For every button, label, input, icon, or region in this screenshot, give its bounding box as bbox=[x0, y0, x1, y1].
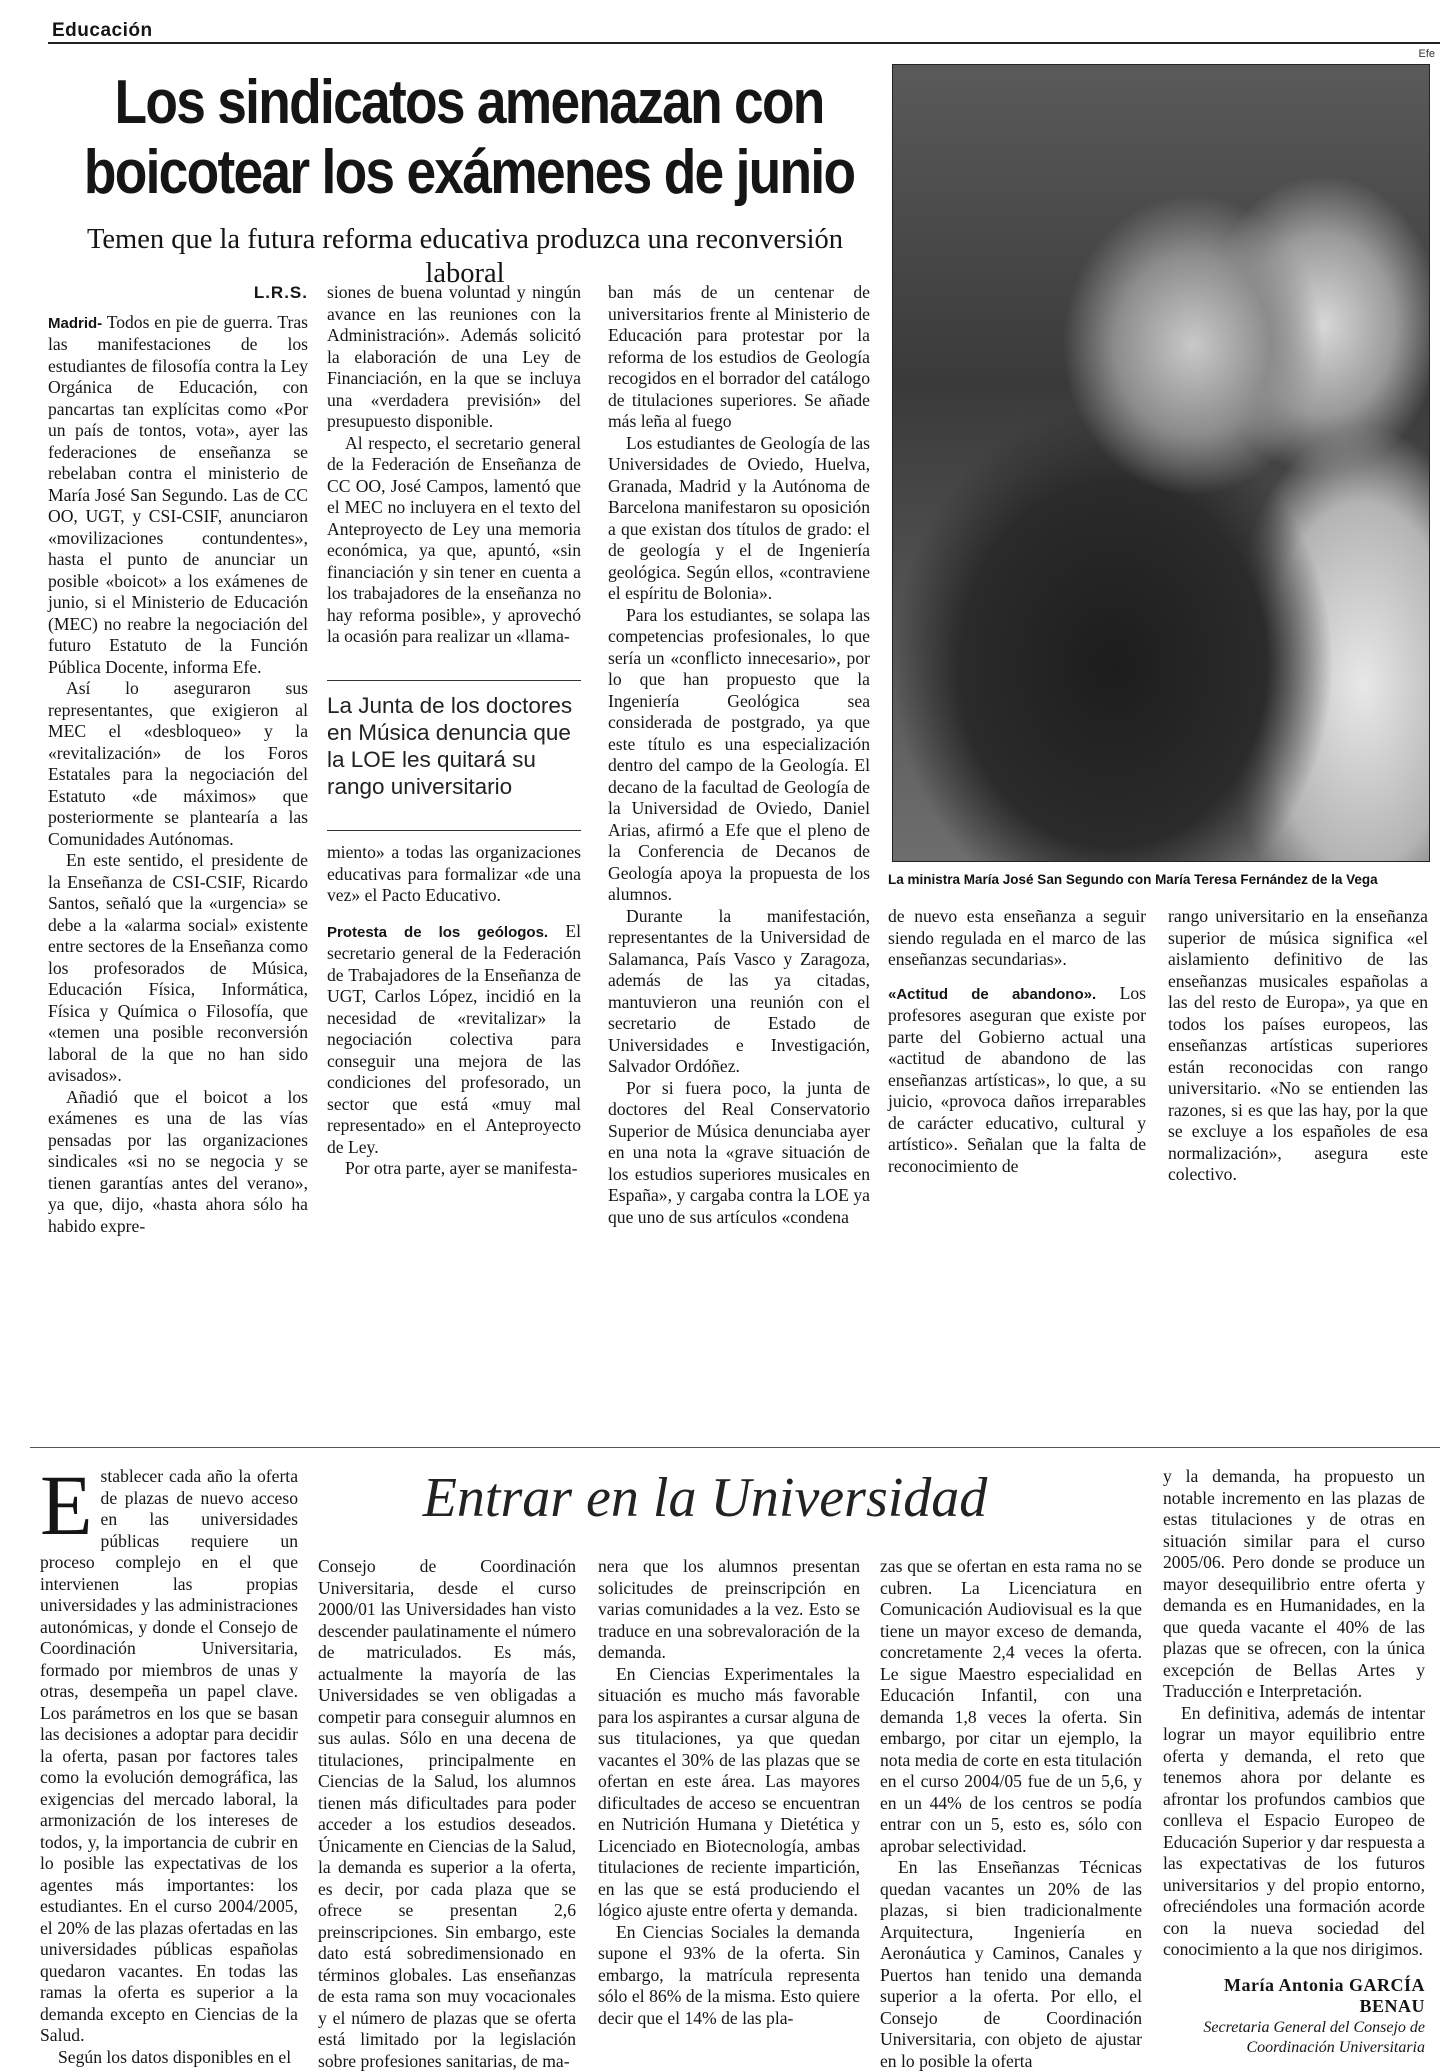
essay-column-2 bbox=[318, 1556, 576, 2072]
article-subhead: Protesta de los geólogos. bbox=[327, 923, 549, 941]
article-paragraph: siones de buena voluntad y ningún avance en las reuniones con la Administración». Además solicitó la elaboración de una Ley de Financiación, en la que se incluya una «verdadera previsión» del presupuesto disponible. bbox=[327, 282, 581, 431]
essay-paragraph: Establecer cada año la oferta de plazas de nuevo acceso en las universidades públicas requiere un proceso complejo en el que intervienen las propias universidades y las administraciones autonómicas, y donde el Consejo de Coordinación Universitaria, formado por miembros de unas y otras, desempeña un papel clave. Los parámetros en los que se basan las decisiones a adoptar para decidir la oferta, pasan por factores tales como la evolución demográfica, las exigencias del mercado laboral, la armonización de los intereses de todos, y, la importancia de cubrir en lo posible las expectativas de los agentes más importantes: los estudiantes. En el curso 2004/2005, el 20% de las plazas ofertadas en las universidades públicas españolas quedaron vacantes. En todas las ramas la oferta es superior a la demanda excepto en Ciencias de la Salud. bbox=[40, 1457, 298, 2045]
article-paragraph: ban más de un centenar de universitarios frente al Ministerio de Educación para protestar por la reforma de los estudios de Geología recogidos en el borrador del catálogo de titulaciones superiores. Se añade más leña al fuego bbox=[608, 282, 870, 431]
article-column-1 bbox=[48, 282, 308, 1237]
essay-author: María Antonia GARCÍA BENAU bbox=[1223, 1974, 1425, 2016]
section-label: Educación bbox=[52, 20, 153, 41]
essay-column-5 bbox=[1163, 1466, 1425, 2058]
pullquote-rule-bottom bbox=[327, 830, 581, 831]
article-paragraph: Madrid- Todos en pie de guerra. Tras las manifestaciones de los estudiantes de filosofía contra la Ley Orgánica de Educación, con pancartas tan explícitas como «Por un país de tontos, vota», ayer las federaciones de enseñanza se rebelaban contra el ministerio de María José San Segundo. Las de CC OO, UGT, y CSI-CSIF, anunciaron «movilizaciones contundentes», hasta el punto de anunciar un posible «boicot» a los exámenes de junio, si el Ministerio de Educación (MEC) no reabre la negociación del futuro Estatuto de la Función Pública Docente, informa Efe. bbox=[48, 311, 308, 677]
article-paragraph: «Actitud de abandono». Los profesores aseguran que existe por parte del Gobierno actual una «actitud de abandono de las enseñanzas artísticas», lo que, a su juicio, «provoca daños irreparables de carácter educativo, cultural y artístico». Señalan que la falta de reconocimiento de bbox=[888, 982, 1146, 1176]
article-column-2 bbox=[327, 282, 581, 648]
article-paragraph: Al respecto, el secretario general de la Federación de Enseñanza de CC OO, José Campos, lamentó que el MEC no incluyera en el texto del Anteproyecto de Ley una memoria económica, ya que, apuntó, «sin financiación y sin tener en cuenta a los trabajadores de la enseñanza no hay reforma posible», y aprovechó la ocasión para realizar un «llama- bbox=[327, 432, 581, 646]
essay-column-4 bbox=[880, 1466, 1142, 2072]
essay-paragraph: zas que se ofertan en esta rama no se cubren. La Licenciatura en Comunicación Audiovisual es la que tiene un mayor exceso de demanda, concretamente 2,4 veces la oferta. Le sigue Maestro especialidad en Educación Infantil, con una demanda 1,8 veces la oferta. Sin embargo, por citar un ejemplo, la nota media de corte en esta titulación en el curso 2004/05 fue de un 5,6, y en un 44% de los centros se podía entrar con un 5, esto es, sólo con aprobar selectividad. bbox=[880, 1556, 1142, 1856]
article-paragraph: Por si fuera poco, la junta de doctores del Real Conservatorio Superior de Música denunciaba ayer en una nota la «grave situación de los estudios superiores musicales en España», y cargaba contra la LOE ya que uno de sus artículos «condena bbox=[608, 1077, 870, 1227]
article-column-3 bbox=[608, 282, 870, 1228]
article-paragraph: Añadió que el boicot a los exámenes es una de las vías pensadas por las organizaciones sindicales «si no se negocia y se tienen garantías antes del verano», ya que, dijo, «hasta ahora sólo ha habido expre- bbox=[48, 1086, 308, 1236]
article-column-5 bbox=[1168, 906, 1428, 1186]
article-paragraph: Para los estudiantes, se solapa las competencias profesionales, lo que sería un «conflicto innecesario», por lo que han propuesto que la Ingeniería Geológica sea considerada de postgrado, ya que este título es una especialización dentro del campo de la Geología. El decano de la facultad de Geología de la Universidad de Oviedo, Daniel Arias, afirmó a Efe que el pleno de la Conferencia de Decanos de Geología apoya la propuesta de los alumnos. bbox=[608, 604, 870, 904]
essay-paragraph: En las Enseñanzas Técnicas quedan vacantes un 20% de las plazas, si bien tradicionalmente Arquitectura, Ingeniería en Aeronáutica y Caminos, Canales y Puertos han tenido una demanda superior a la oferta. Por ello, el Consejo de Coordinación Universitaria, con objeto de ajustar en lo posible la oferta bbox=[880, 1857, 1142, 2071]
article-paragraph: Durante la manifestación, representantes de la Universidad de Salamanca, País Vasco y Zaragoza, además de las ya citadas, mantuvieron una reunión con el secretario de Estado de Universidades e Investigación, Salvador Ordóñez. bbox=[608, 905, 870, 1076]
dateline: Madrid- bbox=[48, 314, 103, 332]
article-paragraph: Los estudiantes de Geología de las Universidades de Oviedo, Huelva, Granada, Madrid y la Autónoma de Barcelona manifestaron su oposición a que existan dos títulos de grado: el de geología y el de Ingeniería geológica. Según ellos, «contraviene el espíritu de Bolonia». bbox=[608, 432, 870, 603]
article-paragraph: Protesta de los geólogos. El secretario general de la Federación de Trabajadores de la Enseñanza de UGT, Carlos López, incidió en la necesidad de «revitalizar» la negociación colectiva para conseguir una mejora de las condiciones del profesorado, un sector que está «muy mal representado» en el Anteproyecto de Ley. bbox=[327, 920, 581, 1157]
essay-paragraph: En Ciencias Experimentales la situación es mucho más favorable para los aspirantes a cursar alguna de sus titulaciones, ya que quedan vacantes el 30% de las plazas que se ofertan en este área. Las mayores dificultades de acceso se encuentran en Nutrición Humana y Dietética y Licenciado en Biotecnología, ambas titulaciones de reciente impartición, en las que se está produciendo el lógico ajuste entre oferta y demanda. bbox=[598, 1663, 860, 1920]
pullquote: La Junta de los doctores en Música denuncia que la LOE les quitará su rango universitario bbox=[327, 693, 573, 799]
essay-paragraph: Consejo de Coordinación Universitaria, desde el curso 2000/01 las Universidades han visto descender paulatinamente el número de matriculados. Es más, actualmente la mayoría de las Universidades se ven obligadas a competir para conseguir alumnos en sus aulas. Sólo en una decena de titulaciones, principalmente en Ciencias de la Salud, los alumnos tienen más dificultades para poder acceder a los estudios deseados. Únicamente en Ciencias de la Salud, la demanda es superior a la oferta, es decir, por cada plaza que se ofrece se presentan 2,6 preinscripciones. Sin embargo, este dato está sobredimensionado en términos globales. Las enseñanzas de esta rama son muy vocacionales y el número de plazas que se oferta está limitado por la legislación sobre profesiones sanitarias, de ma- bbox=[318, 1556, 576, 2071]
essay-paragraph: En definitiva, además de intentar lograr un mayor equilibrio entre oferta y demanda, el reto que tenemos ahora por delante es afrontar los profundos cambios que conlleva el Espacio Europeo de Educación Superior y dar respuesta a las expectativas de los futuros universitarios y del propio entorno, ofreciéndoles una formación acorde con la nueva sociedad del conocimiento a la que nos dirigimos. bbox=[1163, 1702, 1425, 1959]
essay-paragraph: y la demanda, ha propuesto un notable incremento en las plazas de estas titulaciones y de otras en situación similar para el curso 2005/06. Pero donde se produce un mayor desequilibrio entre oferta y demanda es en Humanidades, en la que queda vacante el 40% de las plazas que se ofrecen, con la única excepción de Bellas Artes y Traducción e Interpretación. bbox=[1163, 1466, 1425, 1701]
essay-top-rule bbox=[30, 1447, 1440, 1448]
essay-column-1 bbox=[40, 1457, 298, 2068]
essay-author-role: Secretaria General del Consejo de Coordinación Universitaria bbox=[1203, 2018, 1425, 2056]
photo-credit: Efe bbox=[1418, 48, 1435, 60]
subheadline: Temen que la futura reforma educativa produzca una reconversión laboral bbox=[86, 224, 844, 289]
article-paragraph: rango universitario en la enseñanza superior de música significa «el aislamiento definitivo de las enseñanzas musicales españolas a las del resto de Europa», ya que en todos los países europeos, las enseñanzas artísticas superiores están reconocidas con rango universitario. «No se entienden las razones, si es que las hay, por la que se excluye a los españoles de esa normalización», asegura este colectivo. bbox=[1168, 906, 1428, 1184]
section-rule bbox=[48, 42, 1440, 44]
article-column-4 bbox=[888, 906, 1146, 1177]
essay-paragraph: Según los datos disponibles en el bbox=[58, 2046, 292, 2067]
article-paragraph: de nuevo esta enseñanza a seguir siendo regulada en el marco de las enseñanzas secundarias». bbox=[888, 906, 1146, 969]
headline: Los sindicatos amenazan con boicotear los exámenes de junio bbox=[83, 68, 855, 207]
article-paragraph: Así lo aseguraron sus representantes, que exigieron al MEC el «desbloqueo» y la «revitalización» de los Foros Estatales para la negociación del Estatuto «de máximos» que posteriormente se plantearía a las Comunidades Autónomas. bbox=[48, 678, 308, 849]
pullquote-rule-top bbox=[327, 680, 581, 681]
photo-caption: La ministra María José San Segundo con María Teresa Fernández de la Vega bbox=[888, 872, 1378, 887]
essay-paragraph: nera que los alumnos presentan solicitudes de preinscripción en varias comunidades a la vez. Esto se traduce en una sobrevaloración de la demanda. bbox=[598, 1556, 860, 1662]
article-paragraph: En este sentido, el presidente de la Enseñanza de CSI-CSIF, Ricardo Santos, señaló que la «urgencia» se debe a la «alarma social» existente entre sectores de la Enseñanza como los profesorados de Música, Educación Física, Informática, Física y Química o Filosofía, que «temen una posible reconversión laboral de la que no han sido avisados». bbox=[48, 850, 308, 1085]
byline: L.R.S. bbox=[253, 283, 308, 302]
news-photo bbox=[892, 64, 1430, 862]
article-paragraph: Por otra parte, ayer se manifesta- bbox=[345, 1158, 578, 1178]
article-subhead: «Actitud de abandono». bbox=[888, 985, 1097, 1003]
drop-cap: E bbox=[40, 1457, 93, 1553]
article-paragraph: miento» a todas las organizaciones educativas para formalizar «de una vez» el Pacto Educativo. bbox=[327, 842, 581, 905]
essay-paragraph: En Ciencias Sociales la demanda supone el 93% de la oferta. Sin embargo, la matrícula representa sólo el 86% de la misma. Esto quiere decir que el 14% de las pla- bbox=[598, 1921, 860, 2028]
essay-title: Entrar en la Universidad bbox=[422, 1467, 988, 1529]
essay-column-3 bbox=[598, 1556, 860, 2029]
article-column-2-continued bbox=[327, 842, 581, 1180]
